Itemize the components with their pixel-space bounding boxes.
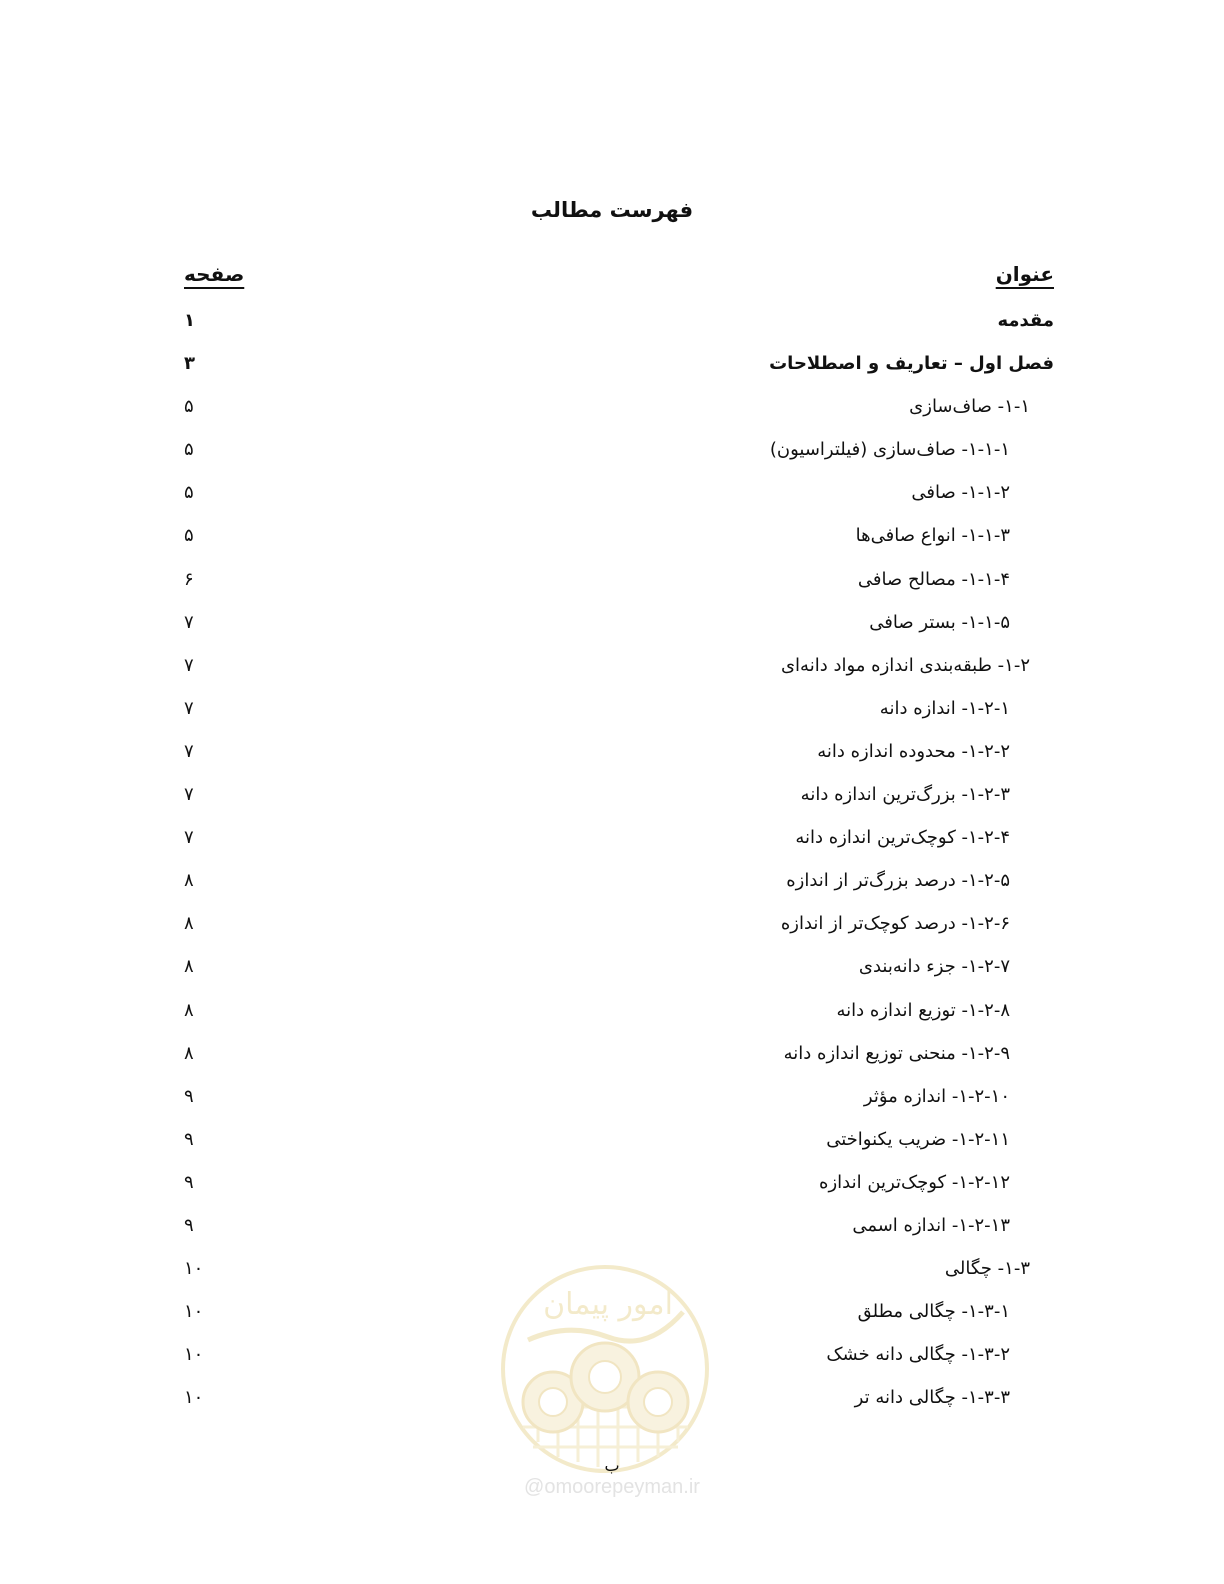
toc-entry-page: ۵ <box>184 396 194 418</box>
toc-entry <box>180 555 1060 598</box>
toc-entry-page: ۷ <box>184 827 194 849</box>
table-of-contents <box>180 262 1060 1416</box>
toc-entry-page: ۵ <box>184 439 194 461</box>
toc-entry <box>180 770 1060 813</box>
watermark-logo-text: امور پیمان <box>543 1287 673 1322</box>
toc-entry-page: ۵ <box>184 525 194 547</box>
toc-entry-page: ۷ <box>184 784 194 806</box>
watermark-logo <box>498 1262 712 1476</box>
toc-entry <box>180 641 1060 684</box>
toc-list <box>180 296 1060 1416</box>
toc-entry-page: ۱ <box>184 310 195 331</box>
toc-entry-title: ۱-۲-۶- درصد کوچک‌تر از اندازه <box>780 913 1010 935</box>
toc-entry <box>180 598 1060 641</box>
toc-entry <box>180 1158 1060 1201</box>
toc-entry-title: ۱-۲-۱۲- کوچک‌ترین اندازه <box>819 1171 1010 1193</box>
toc-entry <box>180 1029 1060 1072</box>
page-title: فهرست مطالب <box>530 198 694 222</box>
toc-entry <box>180 684 1060 727</box>
toc-entry-title: ۱-۳-۲- چگالی دانه خشک <box>826 1344 1010 1366</box>
toc-entry-title: ۱-۲-۸- توزیع اندازه دانه <box>836 999 1010 1021</box>
toc-entry <box>180 296 1060 339</box>
toc-entry-title: فصل اول – تعاریف و اصطلاحات <box>769 353 1054 375</box>
toc-entry-page: ۱۰ <box>184 1301 204 1323</box>
toc-entry-page: ۹ <box>184 1128 194 1150</box>
toc-entry-title: ۱-۳-۱- چگالی مطلق <box>857 1301 1010 1323</box>
toc-entry-page: ۹ <box>184 1214 194 1236</box>
toc-entry-page: ۷ <box>184 740 194 762</box>
toc-entry-title: ۱-۲-۱۱- ضریب یکنواختی <box>826 1128 1010 1150</box>
toc-entry-title: ۱-۲-۱۰- اندازه مؤثر <box>863 1085 1010 1107</box>
toc-entry <box>180 942 1060 985</box>
toc-entry-page: ۷ <box>184 654 194 676</box>
toc-entry-page: ۸ <box>184 913 194 935</box>
toc-entry-title: ۱-۱-۵- بستر صافی <box>869 611 1010 633</box>
toc-entry-title: ۱-۲-۷- جزء دانه‌بندی <box>858 956 1010 978</box>
toc-entry <box>180 382 1060 425</box>
toc-entry-page: ۱۰ <box>184 1387 204 1409</box>
toc-entry <box>180 1072 1060 1115</box>
watermark-url: @omoorepeyman.ir <box>524 1476 700 1498</box>
toc-entry <box>180 986 1060 1029</box>
toc-entry <box>180 511 1060 554</box>
toc-entry <box>180 425 1060 468</box>
toc-entry-page: ۷ <box>184 697 194 719</box>
toc-entry-title: ۱-۳- چگالی <box>944 1258 1030 1280</box>
toc-entry-title: ۱-۱-۱- صاف‌سازی (فیلتراسیون) <box>769 439 1010 461</box>
toc-entry-page: ۸ <box>184 1042 194 1064</box>
toc-entry <box>180 339 1060 382</box>
toc-entry-title: مقدمه <box>997 310 1054 331</box>
toc-entry-title: ۱-۲-۴- کوچک‌ترین اندازه دانه <box>795 827 1010 849</box>
toc-entry-title: ۱-۲-۲- محدوده اندازه دانه <box>817 740 1010 762</box>
toc-entry-page: ۷ <box>184 611 194 633</box>
page-number: ب <box>604 1456 620 1475</box>
toc-entry <box>180 727 1060 770</box>
toc-entry-page: ۶ <box>184 568 194 590</box>
title-column-header: عنوان <box>995 262 1054 286</box>
toc-entry-title: ۱-۱-۳- انواع صافی‌ها <box>855 525 1010 547</box>
toc-entry-page: ۳ <box>184 353 195 375</box>
toc-entry-title: ۱-۲-۹- منحنی توزیع اندازه دانه <box>783 1042 1010 1064</box>
toc-entry-title: ۱-۱-۴- مصالح صافی <box>857 568 1010 590</box>
toc-entry-title: ۱-۲-۱- اندازه دانه <box>879 697 1010 719</box>
page-column-header: صفحه <box>184 262 245 286</box>
toc-entry-title: ۱-۲-۳- بزرگ‌ترین اندازه دانه <box>800 784 1010 806</box>
toc-entry-page: ۵ <box>184 482 194 504</box>
toc-entry-page: ۱۰ <box>184 1344 204 1366</box>
toc-entry <box>180 468 1060 511</box>
toc-entry-page: ۸ <box>184 956 194 978</box>
toc-entry-page: ۸ <box>184 999 194 1021</box>
toc-entry-page: ۱۰ <box>184 1258 204 1280</box>
toc-entry-page: ۹ <box>184 1085 194 1107</box>
toc-entry <box>180 899 1060 942</box>
toc-entry-title: ۱-۱- صاف‌سازی <box>909 396 1030 418</box>
toc-entry <box>180 1201 1060 1244</box>
toc-entry-title: ۱-۲-۱۳- اندازه اسمی <box>852 1214 1010 1236</box>
toc-entry-page: ۹ <box>184 1171 194 1193</box>
toc-entry <box>180 813 1060 856</box>
toc-entry-title: ۱-۳-۳- چگالی دانه تر <box>854 1387 1010 1409</box>
toc-entry <box>180 856 1060 899</box>
toc-entry <box>180 1115 1060 1158</box>
toc-entry-title: ۱-۲- طبقه‌بندی اندازه مواد دانه‌ای <box>780 654 1030 676</box>
toc-entry-title: ۱-۱-۲- صافی <box>911 482 1010 504</box>
toc-entry-page: ۸ <box>184 870 194 892</box>
toc-header <box>180 262 1060 296</box>
toc-entry-title: ۱-۲-۵- درصد بزرگ‌تر از اندازه <box>786 870 1010 892</box>
